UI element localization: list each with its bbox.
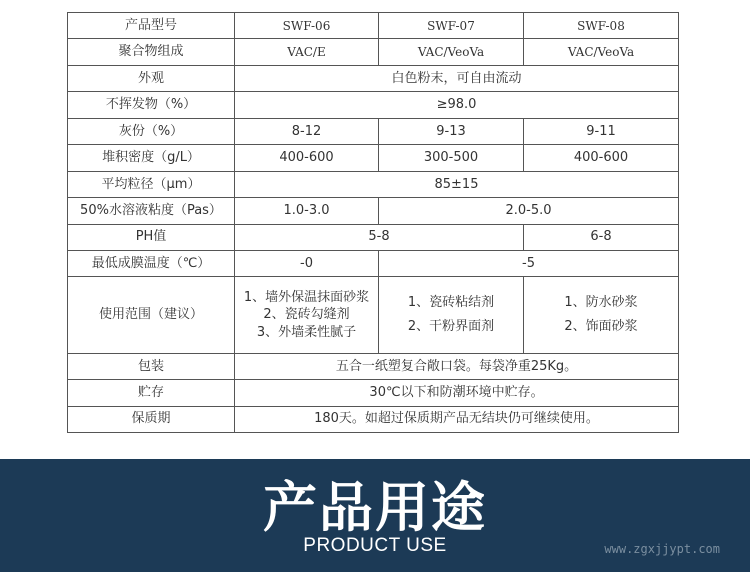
usage-item: 1、防水砂浆 bbox=[564, 295, 638, 310]
banner-title: 产品用途 bbox=[263, 476, 487, 539]
ash-label: 灰份（%） bbox=[68, 118, 235, 144]
row-ph bbox=[68, 224, 679, 250]
bulk-density-value: 400-600 bbox=[524, 145, 679, 171]
usage-list bbox=[408, 291, 494, 339]
mfft-value: -5 bbox=[379, 250, 679, 276]
appearance-value: 白色粉末，可自由流动 bbox=[235, 65, 679, 91]
ash-value: 8-12 bbox=[235, 118, 379, 144]
row-bulk-density bbox=[68, 145, 679, 171]
polymer-value: VAC/VeoVa bbox=[524, 39, 679, 65]
bulk-density-value: 300-500 bbox=[379, 145, 524, 171]
viscosity-value: 2.0-5.0 bbox=[379, 198, 679, 224]
usage-cell-swf-06 bbox=[235, 277, 379, 353]
product-use-banner bbox=[0, 459, 750, 572]
model-swf-06: SWF-06 bbox=[235, 13, 379, 39]
row-polymer bbox=[68, 39, 679, 65]
viscosity-label: 50%水溶液粘度（Pas） bbox=[68, 198, 235, 224]
usage-item: 2、瓷砖勾缝剂 bbox=[263, 307, 350, 323]
row-particle-size bbox=[68, 171, 679, 197]
row-viscosity bbox=[68, 198, 679, 224]
product-spec-table bbox=[67, 12, 679, 433]
usage-item: 1、墙外保温抹面砂浆 bbox=[243, 289, 370, 305]
particle-size-value: 85±15 bbox=[235, 171, 679, 197]
usage-item: 2、干粉界面剂 bbox=[407, 319, 495, 334]
model-swf-08: SWF-08 bbox=[524, 13, 679, 39]
polymer-value: VAC/VeoVa bbox=[379, 39, 524, 65]
viscosity-value: 1.0-3.0 bbox=[235, 198, 379, 224]
usage-item: 2、饰面砂浆 bbox=[564, 319, 638, 334]
usage-label: 使用范围（建议） bbox=[68, 277, 235, 353]
packaging-value: 五合一纸塑复合敞口袋。每袋净重25Kg。 bbox=[235, 353, 679, 379]
banner-subtitle: PRODUCT USE bbox=[303, 535, 447, 556]
row-model bbox=[68, 13, 679, 39]
usage-item: 3、外墙柔性腻子 bbox=[256, 324, 357, 340]
ash-value: 9-13 bbox=[379, 118, 524, 144]
storage-label: 贮存 bbox=[68, 380, 235, 406]
bulk-density-value: 400-600 bbox=[235, 145, 379, 171]
model-label: 产品型号 bbox=[68, 13, 235, 39]
row-mfft bbox=[68, 250, 679, 276]
usage-item: 1、瓷砖粘结剂 bbox=[407, 295, 495, 310]
particle-size-label: 平均粒径（μm） bbox=[68, 171, 235, 197]
ph-value: 6-8 bbox=[524, 224, 679, 250]
row-storage bbox=[68, 380, 679, 406]
appearance-label: 外观 bbox=[68, 65, 235, 91]
bulk-density-label: 堆积密度（g/L） bbox=[68, 145, 235, 171]
usage-cell-swf-07 bbox=[379, 277, 524, 353]
usage-list bbox=[564, 291, 637, 339]
mfft-label: 最低成膜温度（℃） bbox=[68, 250, 235, 276]
model-swf-07: SWF-07 bbox=[379, 13, 524, 39]
shelf-life-value: 180天。如超过保质期产品无结块仍可继续使用。 bbox=[235, 406, 679, 432]
polymer-label: 聚合物组成 bbox=[68, 39, 235, 65]
row-nonvolatile bbox=[68, 92, 679, 118]
shelf-life-label: 保质期 bbox=[68, 406, 235, 432]
ph-label: PH值 bbox=[68, 224, 235, 250]
nonvolatile-value: ≥98.0 bbox=[235, 92, 679, 118]
usage-cell-swf-08 bbox=[524, 277, 679, 353]
storage-value: 30℃以下和防潮环境中贮存。 bbox=[235, 380, 679, 406]
ph-value: 5-8 bbox=[235, 224, 524, 250]
ash-value: 9-11 bbox=[524, 118, 679, 144]
nonvolatile-label: 不挥发物（%） bbox=[68, 92, 235, 118]
mfft-value: -0 bbox=[235, 250, 379, 276]
watermark: www.zgxjjypt.com bbox=[604, 542, 720, 556]
row-appearance bbox=[68, 65, 679, 91]
row-packaging bbox=[68, 353, 679, 379]
polymer-value: VAC/E bbox=[235, 39, 379, 65]
packaging-label: 包装 bbox=[68, 353, 235, 379]
row-ash bbox=[68, 118, 679, 144]
row-shelf-life bbox=[68, 406, 679, 432]
row-usage bbox=[68, 277, 679, 353]
